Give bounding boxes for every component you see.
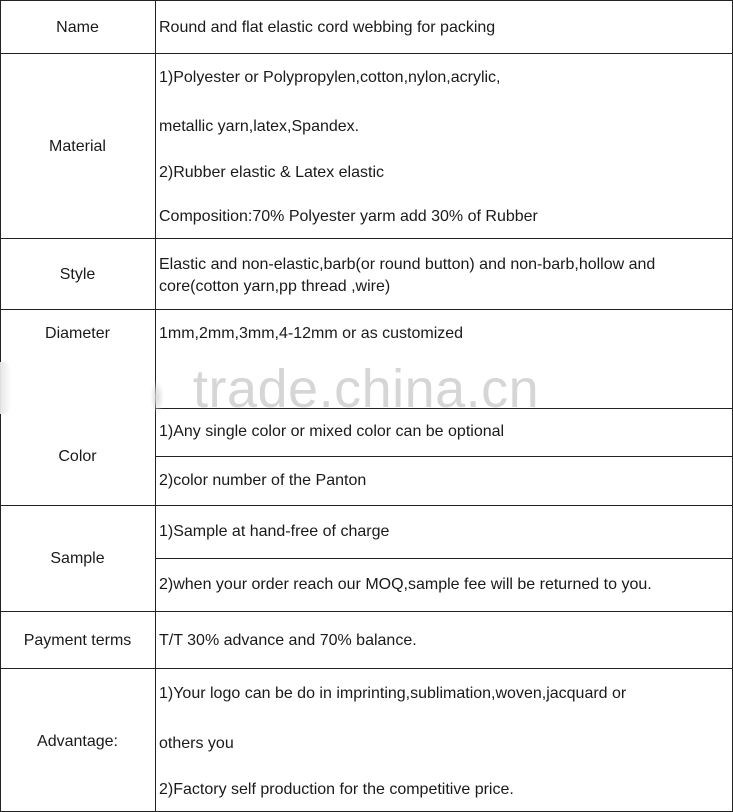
advantage-line: others you (159, 735, 234, 752)
row-divider (0, 53, 733, 54)
material-line: metallic yarn,latex,Spandex. (159, 118, 360, 135)
material-line: 1)Polyester or Polypropylen,cotton,nylon,acrylic, (159, 69, 501, 86)
sample-label: Sample (50, 550, 105, 567)
material-line: 2)Rubber elastic & Latex elastic (159, 164, 384, 181)
diameter-value: 1mm,2mm,3mm,4-12mm or as customized (159, 325, 464, 342)
sample-line: 1)Sample at hand-free of charge (159, 523, 390, 540)
watermark: trade.china.cn (193, 359, 540, 419)
row-divider (155, 456, 733, 457)
color-line: 2)color number of the Panton (159, 472, 367, 489)
material-line: Composition:70% Polyester yarm add 30% of Rubber (159, 208, 538, 225)
watermark-mark (0, 362, 12, 414)
row-divider (0, 238, 733, 239)
sample-line: 2)when your order reach our MOQ,sample fee will be returned to you. (159, 576, 652, 593)
payment-label: Payment terms (23, 632, 132, 649)
advantage-line: 2)Factory self production for the competitive price. (159, 781, 514, 798)
row-divider (0, 309, 733, 310)
color-label: Color (58, 448, 97, 465)
name-value: Round and flat elastic cord webbing for packing (159, 19, 496, 36)
style-label: Style (59, 266, 96, 283)
row-divider (0, 668, 733, 669)
name-label: Name (56, 19, 99, 36)
watermark-mark (150, 380, 164, 414)
material-label: Material (49, 138, 106, 155)
advantage-label: Advantage: (37, 733, 118, 750)
row-divider (0, 505, 733, 506)
payment-value: T/T 30% advance and 70% balance. (159, 632, 417, 649)
advantage-line: 1)Your logo can be do in imprinting,sublimation,woven,jacquard or (159, 685, 627, 702)
row-divider (155, 558, 733, 559)
color-line: 1)Any single color or mixed color can be optional (159, 423, 505, 440)
diameter-label: Diameter (45, 325, 110, 342)
row-divider (0, 611, 733, 612)
style-value: Elastic and non-elastic,barb(or round button) and non-barb,hollow and core(cotton yarn,pp thread ,wire) (159, 256, 656, 295)
